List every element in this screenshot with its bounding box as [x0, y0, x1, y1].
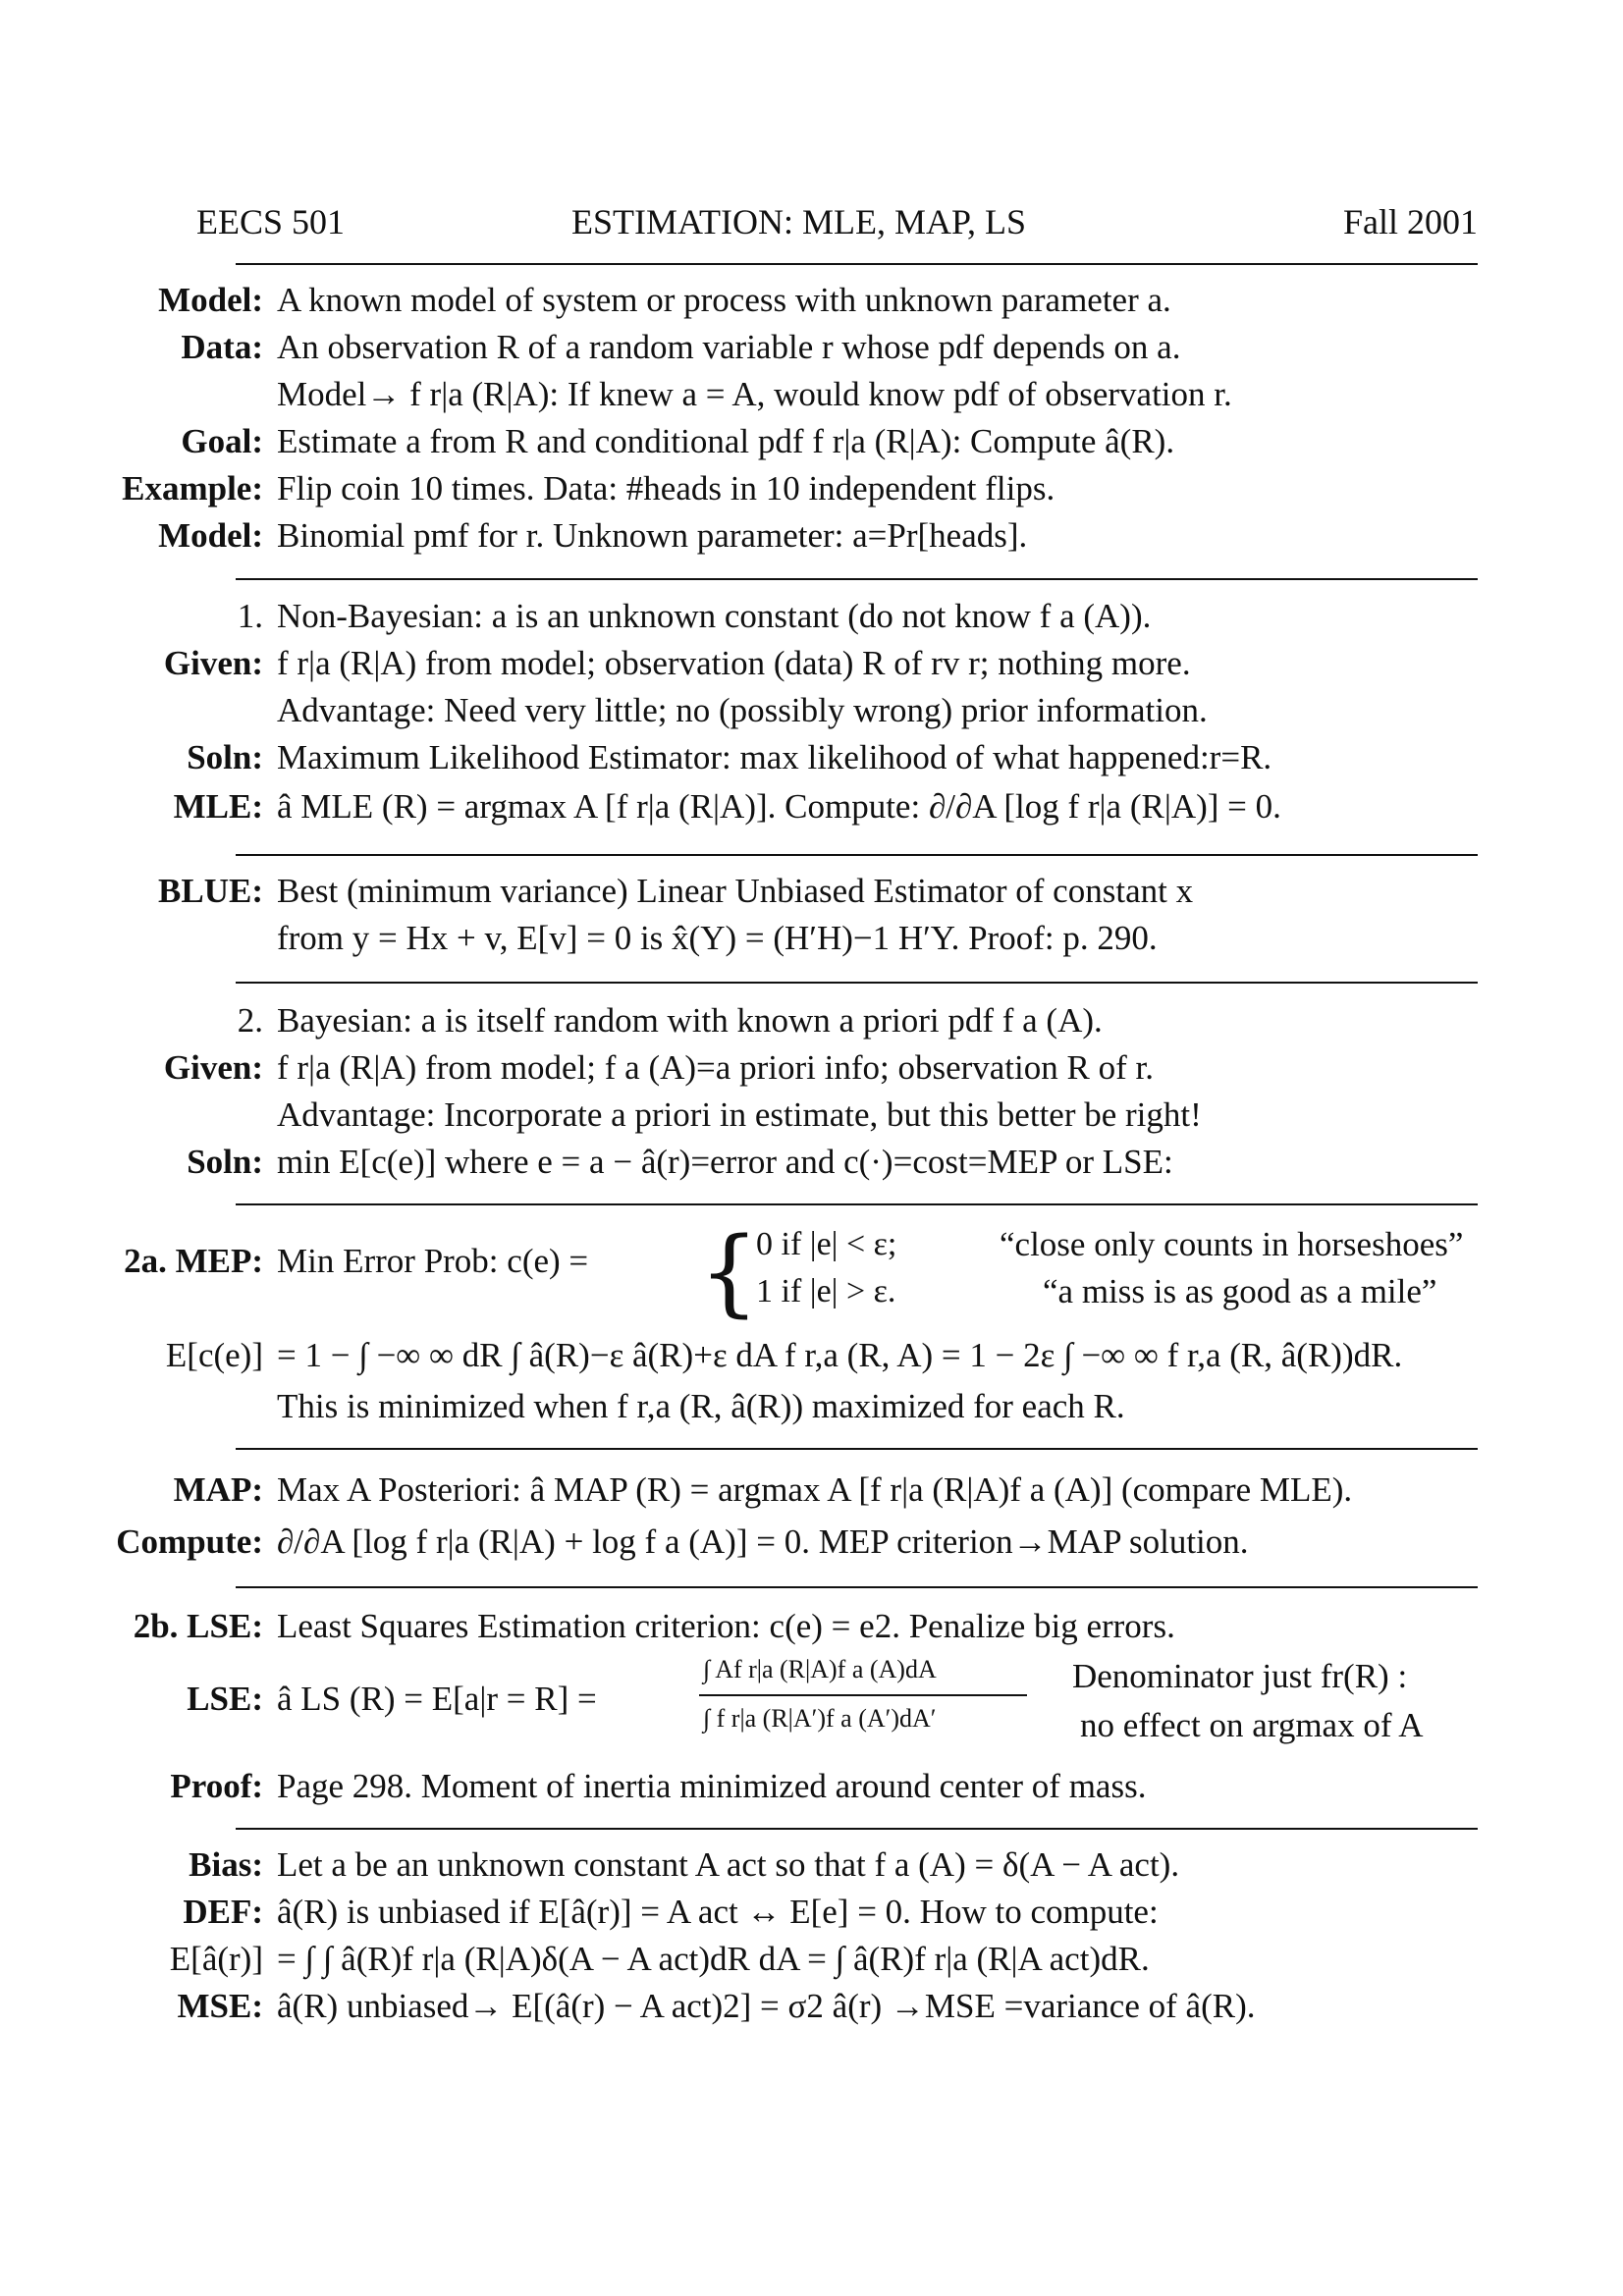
row-label: 2b. LSE:	[133, 1607, 263, 1645]
row-label: 2a. MEP:	[124, 1242, 263, 1280]
row-label: Bias:	[189, 1845, 263, 1884]
map-row	[0, 1468, 1623, 1513]
divider	[236, 1828, 1478, 1830]
nonbayes-row	[0, 735, 1623, 780]
nonbayes-row	[0, 688, 1623, 733]
intro-row	[0, 278, 1623, 323]
row-label: Goal:	[181, 422, 263, 460]
bayes-row	[0, 998, 1623, 1043]
fraction-bar	[699, 1694, 1027, 1696]
nonbayes-row	[0, 641, 1623, 686]
row-text: â(R) unbiased→ E[(â(r) − A act)2] = σ2 â(r) →MSE =variance of â(R).	[277, 1987, 1256, 2025]
mep-row	[0, 1333, 1623, 1378]
fraction-denominator: ∫ f r|a (R|A′)f a (A′)dA′	[703, 1704, 937, 1733]
divider	[236, 1203, 1478, 1205]
row-text: Advantage: Incorporate a priori in estimate, but this better be right!	[277, 1095, 1202, 1134]
intro-row	[0, 372, 1623, 417]
row-text: â(R) is unbiased if E[â(r)] = A act ↔ E[e] = 0. How to compute:	[277, 1893, 1159, 1931]
row-text: An observation R of a random variable r whose pdf depends on a.	[277, 328, 1181, 366]
divider	[236, 578, 1478, 580]
quote-line: “close only counts in horseshoes”	[1000, 1225, 1464, 1263]
quote-line: “a miss is as good as a mile”	[1043, 1272, 1437, 1310]
row-label: Proof:	[170, 1767, 263, 1805]
row-text: Flip coin 10 times. Data: #heads in 10 independent flips.	[277, 469, 1055, 507]
row-label: DEF:	[183, 1893, 263, 1931]
divider	[236, 854, 1478, 856]
bayes-row	[0, 1093, 1623, 1138]
divider	[236, 263, 1478, 265]
row-text: Maximum Likelihood Estimator: max likelihood of what happened:r=R.	[277, 738, 1272, 776]
row-label: MAP:	[173, 1470, 263, 1509]
row-text: Non-Bayesian: a is an unknown constant (do not know f a (A)).	[277, 597, 1152, 635]
intro-row	[0, 419, 1623, 464]
row-text: Min Error Prob: c(e) =	[277, 1242, 589, 1280]
document-title: ESTIMATION: MLE, MAP, LS	[571, 202, 1027, 241]
row-label: E[c(e)]	[165, 1336, 263, 1374]
row-text: Model→ f r|a (R|A): If knew a = A, would know pdf of observation r.	[277, 375, 1232, 413]
row-text: Binomial pmf for r. Unknown parameter: a=Pr[heads].	[277, 516, 1028, 555]
blue-row	[0, 869, 1623, 914]
row-text: Page 298. Moment of inertia minimized around center of mass.	[277, 1767, 1147, 1805]
side-note: Denominator just fr(R) :	[1072, 1657, 1408, 1695]
row-label: Model:	[158, 516, 263, 555]
row-label: 2.	[237, 1001, 263, 1040]
blue-row	[0, 916, 1623, 961]
row-label: Compute:	[116, 1522, 263, 1561]
bayes-row	[0, 1140, 1623, 1185]
row-label: BLUE:	[158, 872, 263, 910]
lse-row	[0, 1764, 1623, 1809]
row-label: MLE:	[173, 787, 263, 826]
row-text: f r|a (R|A) from model; f a (A)=a priori info; observation R of r.	[277, 1048, 1154, 1087]
row-text: â LS (R) = E[a|r = R] =	[277, 1680, 597, 1718]
row-text: â MLE (R) = argmax A [f r|a (R|A)]. Compute: ∂/∂A [log f r|a (R|A)] = 0.	[277, 787, 1281, 826]
row-label: Given:	[163, 644, 263, 682]
row-text: Least Squares Estimation criterion: c(e) = e2. Penalize big errors.	[277, 1607, 1175, 1645]
row-label: MSE:	[177, 1987, 263, 2025]
bias-row	[0, 1890, 1623, 1935]
lse-row	[0, 1604, 1623, 1649]
bias-row	[0, 1937, 1623, 1982]
intro-row	[0, 466, 1623, 511]
row-text: Advantage: Need very little; no (possibly wrong) prior information.	[277, 691, 1208, 729]
page-header	[196, 201, 1478, 250]
row-text: Let a be an unknown constant A act so that f a (A) = δ(A − A act).	[277, 1845, 1180, 1884]
nonbayes-row	[0, 594, 1623, 639]
row-text: ∂/∂A [log f r|a (R|A) + log f a (A)] = 0. MEP criterion→MAP solution.	[277, 1522, 1249, 1561]
row-label: 1.	[237, 597, 263, 635]
row-label: Example:	[122, 469, 263, 507]
course-code: EECS 501	[196, 202, 346, 241]
row-text: Best (minimum variance) Linear Unbiased Estimator of constant x	[277, 872, 1194, 910]
row-text: min E[c(e)] where e = a − â(r)=error and c(·)=cost=MEP or LSE:	[277, 1143, 1173, 1181]
row-text: Estimate a from R and conditional pdf f r|a (R|A): Compute â(R).	[277, 422, 1175, 460]
row-text: Bayesian: a is itself random with known a priori pdf f a (A).	[277, 1001, 1103, 1040]
row-label: Model:	[158, 281, 263, 319]
side-note: no effect on argmax of A	[1080, 1706, 1424, 1744]
bias-row	[0, 1984, 1623, 2029]
fraction-numerator: ∫ Af r|a (R|A)f a (A)dA	[703, 1655, 937, 1683]
bayes-row	[0, 1045, 1623, 1091]
divider	[236, 1586, 1478, 1588]
case-line: 0 if |e| < ε;	[756, 1226, 897, 1262]
row-text: = 1 − ∫ −∞ ∞ dR ∫ â(R)−ε â(R)+ε dA f r,a (R, A) = 1 − 2ε ∫ −∞ ∞ f r,a (R, â(R))dR.	[277, 1336, 1403, 1374]
row-text: This is minimized when f r,a (R, â(R)) maximized for each R.	[277, 1387, 1125, 1425]
bias-row	[0, 1842, 1623, 1888]
mep-row	[0, 1384, 1623, 1429]
map-row	[0, 1520, 1623, 1565]
term: Fall 2001	[1342, 202, 1478, 241]
intro-row	[0, 325, 1623, 370]
row-label: E[â(r)]	[169, 1940, 263, 1978]
cases-brace: {	[699, 1217, 760, 1327]
row-text: A known model of system or process with unknown parameter a.	[277, 281, 1171, 319]
row-text: f r|a (R|A) from model; observation (data) R of rv r; nothing more.	[277, 644, 1191, 682]
divider	[236, 1448, 1478, 1450]
row-text: Max A Posteriori: â MAP (R) = argmax A [f r|a (R|A)f a (A)] (compare MLE).	[277, 1470, 1353, 1509]
case-line: 1 if |e| > ε.	[756, 1273, 896, 1309]
row-label: LSE:	[187, 1680, 263, 1718]
row-label: Soln:	[187, 1143, 263, 1181]
row-label: Data:	[181, 328, 263, 366]
row-text: = ∫ ∫ â(R)f r|a (R|A)δ(A − A act)dR dA = ∫ â(R)f r|a (R|A act)dR.	[277, 1940, 1150, 1978]
row-text: from y = Hx + v, E[v] = 0 is x̂(Y) = (H′H)−1 H′Y. Proof: p. 290.	[277, 919, 1158, 957]
divider	[236, 982, 1478, 984]
nonbayes-row	[0, 784, 1623, 829]
row-label: Given:	[163, 1048, 263, 1087]
row-label: Soln:	[187, 738, 263, 776]
intro-row	[0, 513, 1623, 559]
